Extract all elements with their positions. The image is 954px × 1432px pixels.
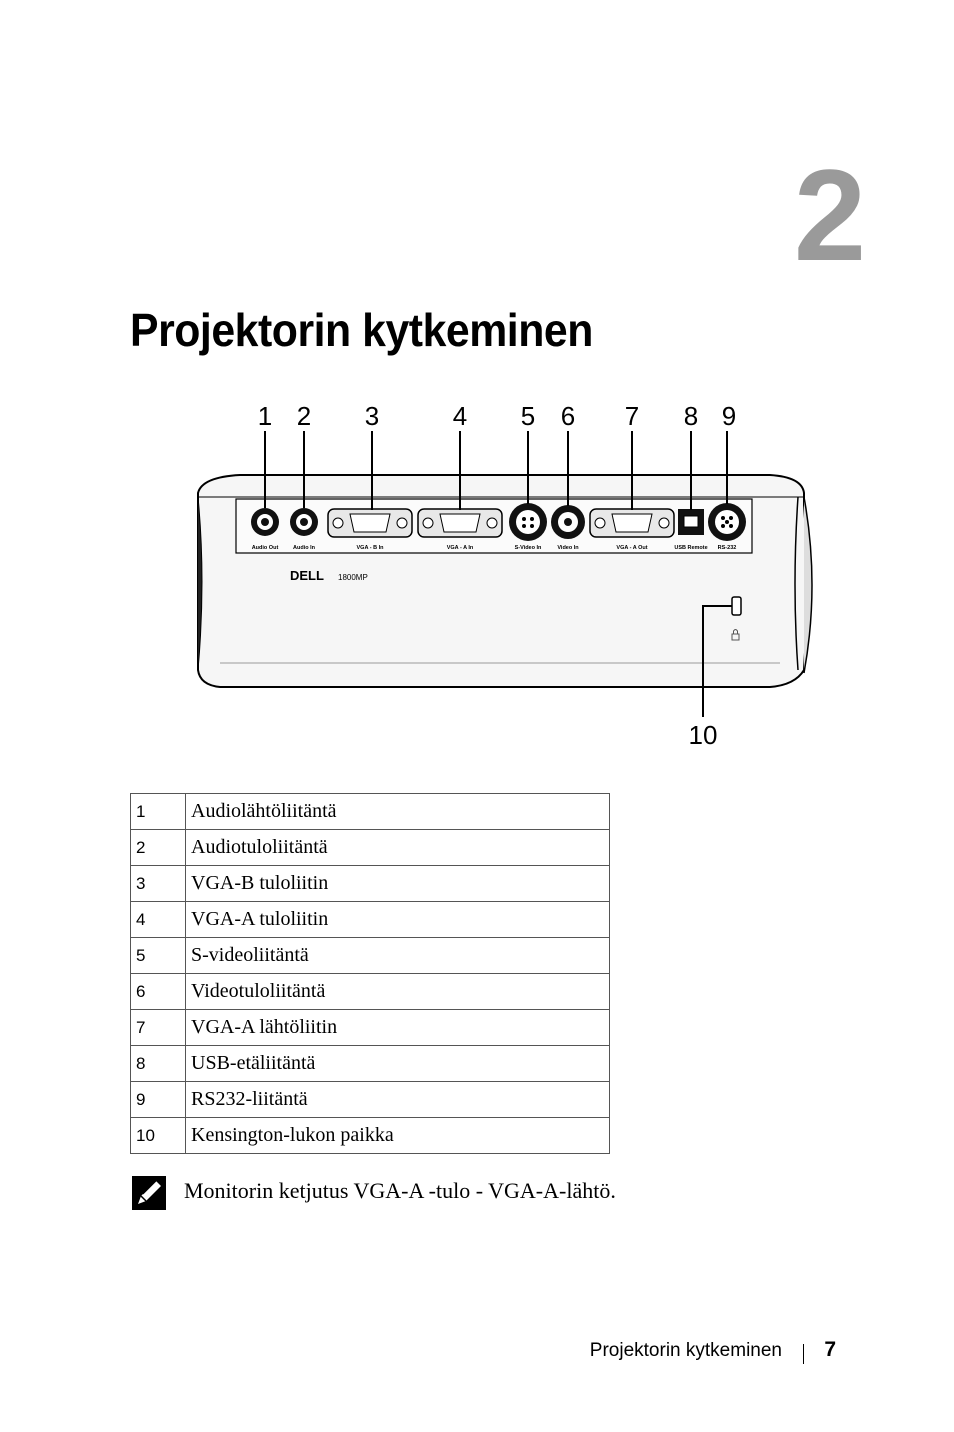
legend-number: 8 (131, 1046, 186, 1082)
callout-8: 8 (683, 401, 699, 431)
callout-1: 1 (257, 401, 273, 431)
table-row (131, 902, 610, 938)
note-text: Monitorin ketjutus VGA-A -tulo - VGA-A-lähtö. (184, 1178, 616, 1203)
connector-legend-table (130, 793, 610, 1154)
port-label-usb-remote: USB Remote (674, 545, 708, 551)
vga-a-out-port (590, 509, 674, 537)
legend-label: S-videoliitäntä (186, 938, 610, 974)
legend-number: 5 (131, 938, 186, 974)
port-label-s-video-in: S-Video In (514, 545, 542, 551)
port-label-vga-a-out: VGA - A Out (616, 545, 648, 551)
table-row (131, 1082, 610, 1118)
legend-label: Audiolähtöliitäntä (186, 794, 610, 830)
table-row (131, 938, 610, 974)
vga-a-in-port (418, 509, 502, 537)
model-label: 1800MP (338, 573, 368, 582)
callout-3: 3 (364, 401, 380, 431)
callout-6: 6 (560, 401, 576, 431)
table-row (131, 1118, 610, 1154)
note-pencil-icon (132, 1176, 166, 1210)
callout-10: 10 (688, 720, 718, 750)
port-label-audio-out: Audio Out (251, 545, 279, 551)
callout-9: 9 (721, 401, 737, 431)
callout-5: 5 (520, 401, 536, 431)
legend-label: USB-etäliitäntä (186, 1046, 610, 1082)
chapter-number: 2 (793, 142, 867, 288)
legend-label: RS232-liitäntä (186, 1082, 610, 1118)
vga-b-in-port (328, 509, 412, 537)
table-row (131, 1010, 610, 1046)
table-row (131, 866, 610, 902)
legend-number: 9 (131, 1082, 186, 1118)
chapter-title: Projektorin kytkeminen (130, 304, 593, 356)
table-row (131, 1046, 610, 1082)
legend-number: 2 (131, 830, 186, 866)
legend-number: 7 (131, 1010, 186, 1046)
port-label-audio-in: Audio In (293, 545, 315, 551)
s-video-in-port (509, 503, 547, 541)
video-in-port (551, 505, 585, 539)
legend-label: Videotuloliitäntä (186, 974, 610, 1010)
port-label-vga-a-in: VGA - A In (446, 545, 474, 551)
legend-label: VGA-B tuloliitin (186, 866, 610, 902)
audio-out-port (251, 508, 279, 536)
legend-label: VGA-A tuloliitin (186, 902, 610, 938)
legend-number: 4 (131, 902, 186, 938)
port-label-rs232: RS-232 (717, 545, 737, 551)
footer-separator (803, 1344, 804, 1364)
legend-number: 6 (131, 974, 186, 1010)
footer-section-title: Projektorin kytkeminen (589, 1340, 782, 1361)
callout-2: 2 (296, 401, 312, 431)
table-row (131, 830, 610, 866)
table-row (131, 794, 610, 830)
projector-rear-panel-figure (180, 395, 825, 750)
usb-remote-port (678, 509, 704, 535)
port-label-video-in: Video In (557, 545, 579, 551)
page-number: 7 (824, 1338, 836, 1361)
callout-4: 4 (452, 401, 468, 431)
legend-label: Audiotuloliitäntä (186, 830, 610, 866)
table-row (131, 974, 610, 1010)
audio-in-port (290, 508, 318, 536)
rs232-port (708, 503, 746, 541)
dell-logo: DELL (290, 568, 324, 583)
legend-number: 1 (131, 794, 186, 830)
legend-number: 3 (131, 866, 186, 902)
note (132, 1172, 752, 1212)
page-footer (560, 1338, 840, 1368)
legend-label: Kensington-lukon paikka (186, 1118, 610, 1154)
legend-number: 10 (131, 1118, 186, 1154)
port-label-vga-b-in: VGA - B In (356, 545, 384, 551)
legend-label: VGA-A lähtöliitin (186, 1010, 610, 1046)
kensington-slot (732, 597, 741, 615)
callout-7: 7 (624, 401, 640, 431)
